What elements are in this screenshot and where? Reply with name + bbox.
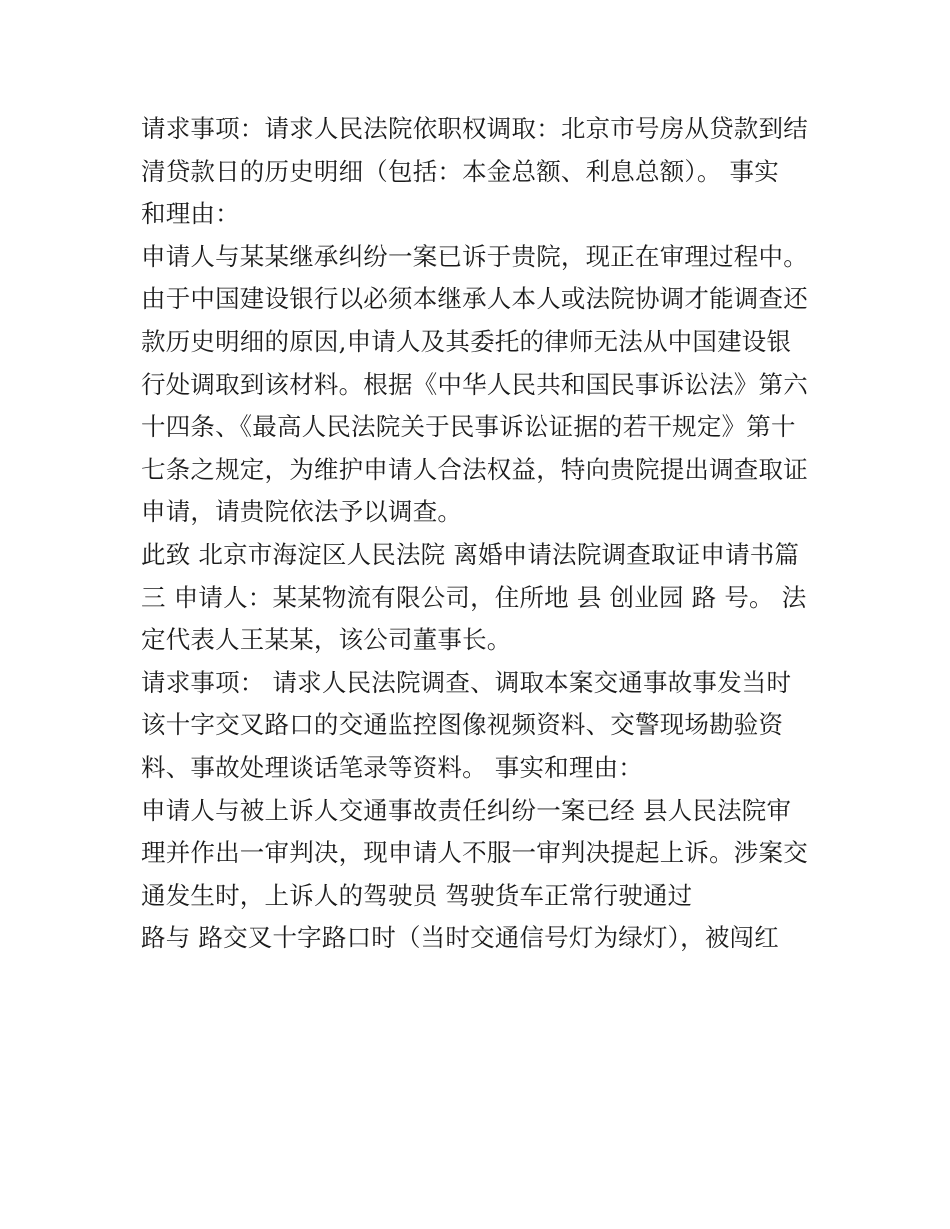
document-body: [141, 108, 821, 960]
text-line: 该十字交叉路口的交通监控图像视频资料、交警现场勘验资: [141, 710, 784, 740]
text-line: 料、事故处理谈话笔录等资料。 事实和理由：: [141, 752, 643, 782]
text-line: 此致 北京市海淀区人民法院 离婚申请法院调查取证申请书篇: [141, 539, 800, 569]
text-line: 十四条、《最高人民法院关于民事诉讼证据的若干规定》第十: [141, 412, 796, 442]
text-line: 申请，请贵院依法予以调查。: [141, 497, 463, 527]
text-line: 理并作出一审判决，现申请人不服一审判决提起上诉。涉案交: [141, 838, 808, 868]
text-line: 定代表人王某某，该公司董事长。: [141, 625, 512, 655]
text-line: 请求事项： 请求人民法院调查、调取本案交通事故事发当时: [141, 667, 792, 697]
text-line: 清贷款日的历史明细（包括：本金总额、利息总额）。 事实: [141, 156, 779, 186]
text-line: 款历史明细的原因,申请人及其委托的律师无法从中国建设银: [141, 326, 792, 356]
text-line: 通发生时，上诉人的驾驶员 驾驶货车正常行驶通过: [141, 880, 693, 910]
text-line: 请求事项：请求人民法院依职权调取：北京市号房从贷款到结: [141, 114, 808, 143]
text-line: 路与 路交叉十字路口时（当时交通信号灯为绿灯），被闯红: [141, 923, 779, 953]
text-line: 七条之规定，为维护申请人合法权益，特向贵院提出调查取证: [141, 454, 808, 484]
text-line: 行处调取到该材料。根据《中华人民共和国民事诉讼法》第六: [141, 369, 808, 399]
text-line: 申请人与被上诉人交通事故责任纠纷一案已经 县人民法院审: [141, 795, 792, 825]
text-line: 和理由：: [141, 199, 240, 229]
text-line: 由于中国建设银行以必须本继承人本人或法院协调才能调查还: [141, 284, 808, 314]
text-line: 申请人与某某继承纠纷一案已诉于贵院，现正在审理过程中。: [141, 241, 808, 271]
text-line: 三 申请人：某某物流有限公司，住所地 县 创业园 路 号。 法: [141, 582, 807, 612]
